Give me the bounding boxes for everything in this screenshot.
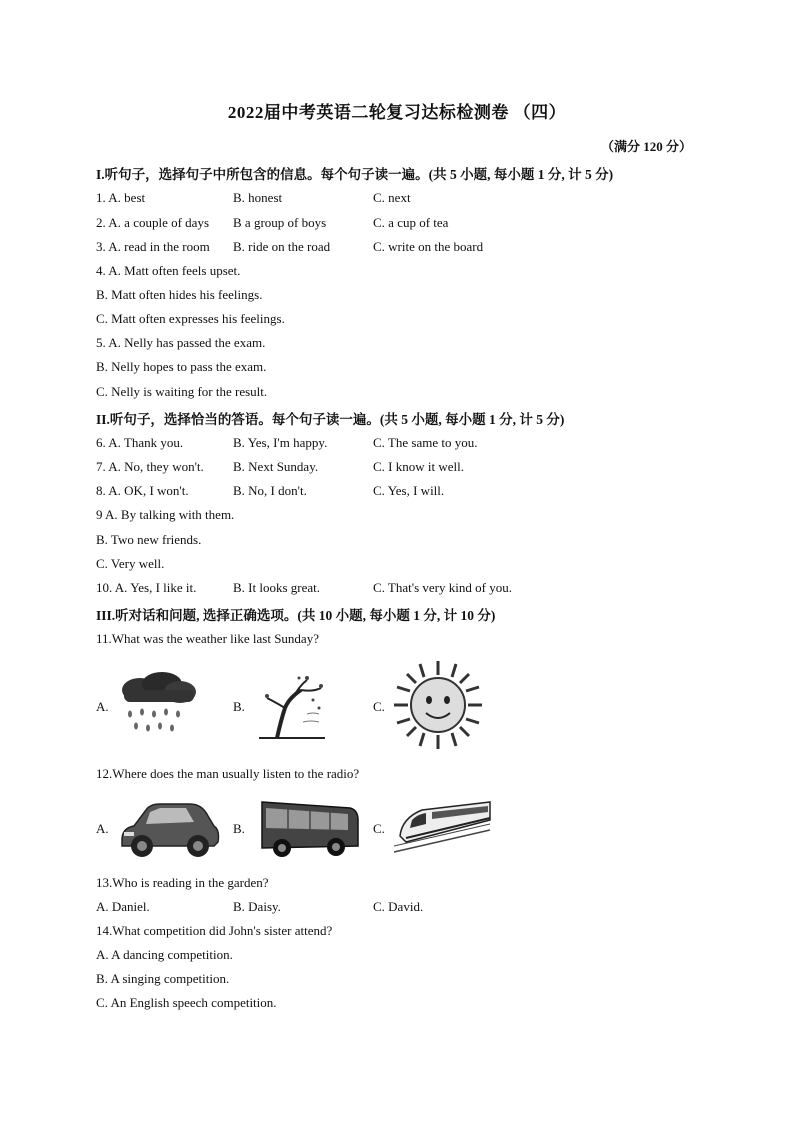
question-12-option-b[interactable]: B. (233, 821, 245, 836)
option-b[interactable]: B. honest (233, 190, 283, 205)
option-a[interactable]: 7. A. No, they won't. (96, 459, 204, 474)
question-12-option-c[interactable]: C. (373, 821, 385, 836)
question-11-option-a[interactable]: A. (96, 699, 109, 714)
question-4-option-c[interactable]: C. Matt often expresses his feelings. (96, 311, 285, 326)
question-13-text: 13.Who is reading in the garden? (96, 875, 269, 890)
question-5-option-b[interactable]: B. Nelly hopes to pass the exam. (96, 359, 267, 374)
option-a[interactable]: 3. A. read in the room (96, 239, 210, 254)
section-1-heading: I.听句子，选择句子中所包含的信息。每个句子读一遍。(共 5 小题, 每小题 1 分, 计 5 分) (96, 167, 614, 182)
question-5-option-a[interactable]: 5. A. Nelly has passed the exam. (96, 335, 266, 350)
option-c[interactable]: C. That's very kind of you. (373, 580, 512, 595)
option-a[interactable]: A. Daniel. (96, 899, 150, 914)
option-b[interactable]: B. Next Sunday. (233, 459, 319, 474)
option-c[interactable]: C. write on the board (373, 239, 484, 254)
full-score: （满分 120 分） (600, 139, 692, 154)
question-4-option-a[interactable]: 4. A. Matt often feels upset. (96, 263, 241, 278)
car-icon (116, 796, 220, 860)
question-14-option-a[interactable]: A. A dancing competition. (96, 947, 233, 962)
question-11-option-b[interactable]: B. (233, 699, 245, 714)
question-14-option-b[interactable]: B. A singing competition. (96, 971, 230, 986)
rain-cloud-icon (116, 672, 200, 736)
question-11-option-c[interactable]: C. (373, 699, 385, 714)
question-9-option-b[interactable]: B. Two new friends. (96, 532, 202, 547)
option-a[interactable]: 2. A. a couple of days (96, 215, 210, 230)
section-3-heading: III.听对话和问题, 选择正确选项。(共 10 小题, 每小题 1 分, 计 10 分) (96, 608, 496, 623)
question-5-option-c[interactable]: C. Nelly is waiting for the result. (96, 384, 268, 399)
train-icon (392, 800, 492, 856)
question-14-text: 14.What competition did John's sister attend? (96, 923, 333, 938)
option-a[interactable]: 8. A. OK, I won't. (96, 483, 189, 498)
option-b[interactable]: B. Daisy. (233, 899, 281, 914)
page-title: 2022届中考英语二轮复习达标检测卷 （四） (227, 103, 567, 122)
option-c[interactable]: C. a cup of tea (373, 215, 449, 230)
option-c[interactable]: C. I know it well. (373, 459, 464, 474)
question-9-option-a[interactable]: 9 A. By talking with them. (96, 507, 235, 522)
option-c[interactable]: C. next (373, 190, 411, 205)
sun-icon (392, 659, 484, 751)
question-12-text: 12.Where does the man usually listen to the radio? (96, 766, 360, 781)
windy-tree-icon (255, 668, 330, 740)
question-14-option-c[interactable]: C. An English speech competition. (96, 995, 277, 1010)
option-c[interactable]: C. The same to you. (373, 435, 478, 450)
option-b[interactable]: B. Yes, I'm happy. (233, 435, 328, 450)
bus-icon (256, 794, 360, 860)
section-2-heading: II.听句子，选择恰当的答语。每个句子读一遍。(共 5 小题, 每小题 1 分, 计 5 分) (96, 412, 565, 427)
option-b[interactable]: B. ride on the road (233, 239, 331, 254)
option-b[interactable]: B. No, I don't. (233, 483, 307, 498)
option-a[interactable]: 1. A. best (96, 190, 146, 205)
option-a[interactable]: 10. A. Yes, I like it. (96, 580, 197, 595)
question-11-text: 11.What was the weather like last Sunday? (96, 631, 319, 646)
option-c[interactable]: C. Yes, I will. (373, 483, 445, 498)
option-b[interactable]: B a group of boys (233, 215, 327, 230)
question-12-option-a[interactable]: A. (96, 821, 109, 836)
option-c[interactable]: C. David. (373, 899, 424, 914)
question-9-option-c[interactable]: C. Very well. (96, 556, 165, 571)
option-b[interactable]: B. It looks great. (233, 580, 321, 595)
question-4-option-b[interactable]: B. Matt often hides his feelings. (96, 287, 263, 302)
option-a[interactable]: 6. A. Thank you. (96, 435, 184, 450)
